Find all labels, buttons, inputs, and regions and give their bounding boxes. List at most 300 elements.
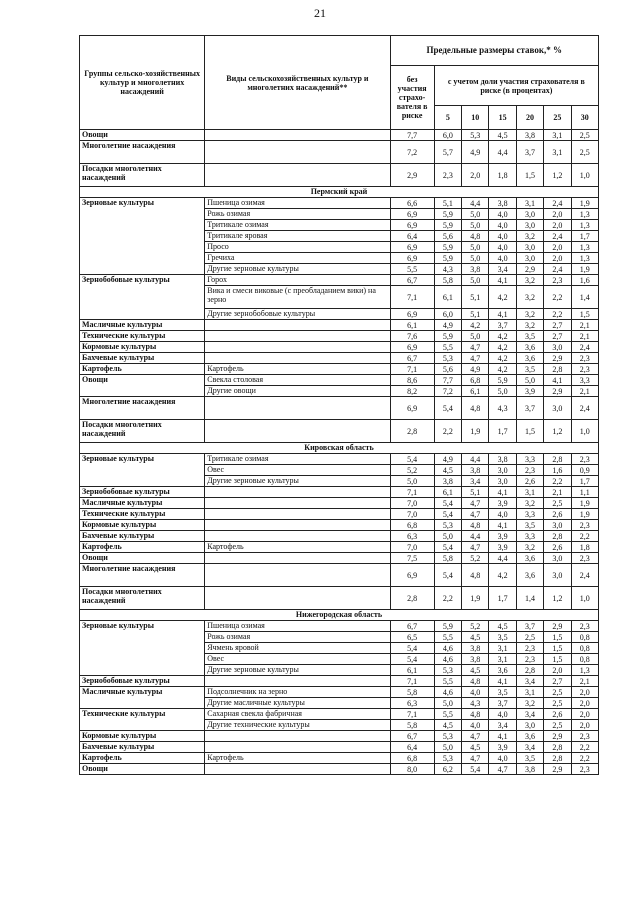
rate-base: 7,0	[390, 498, 434, 509]
crop-group: Картофель	[80, 753, 205, 764]
table-row	[80, 320, 599, 331]
rate-share: 1,5	[544, 654, 571, 665]
rate-share: 1,6	[544, 465, 571, 476]
rate-share: 4,2	[489, 364, 516, 375]
rate-share: 3,2	[516, 286, 543, 309]
rate-share: 4,5	[462, 665, 489, 676]
rate-share: 2,4	[544, 264, 571, 275]
rate-share: 0,8	[571, 632, 599, 643]
table-row	[80, 130, 599, 141]
rate-share: 4,1	[544, 375, 571, 386]
rate-share: 2,5	[571, 130, 599, 141]
rate-share: 4,6	[434, 654, 461, 665]
rate-share: 2,0	[571, 687, 599, 698]
rate-base: 8,6	[390, 375, 434, 386]
rate-share: 2,2	[434, 420, 461, 443]
rate-share: 1,0	[571, 164, 599, 187]
rate-share: 4,3	[489, 397, 516, 420]
rate-share: 3,3	[516, 509, 543, 520]
rate-share: 2,8	[516, 665, 543, 676]
crop-kind	[205, 498, 390, 509]
rate-base: 6,4	[390, 231, 434, 242]
rate-share: 5,1	[462, 487, 489, 498]
crop-kind: Просо	[205, 242, 390, 253]
header-share-5: 5	[434, 106, 461, 130]
rate-share: 0,8	[571, 654, 599, 665]
rate-share: 4,5	[489, 621, 516, 632]
table-row	[80, 753, 599, 764]
rate-share: 4,7	[462, 498, 489, 509]
rate-base: 5,8	[390, 687, 434, 698]
rate-share: 2,6	[544, 509, 571, 520]
region-name: Пермский край	[80, 187, 599, 198]
rate-share: 4,1	[489, 676, 516, 687]
table-row	[80, 275, 599, 286]
rate-share: 3,0	[516, 209, 543, 220]
rate-share: 5,6	[434, 231, 461, 242]
rate-share: 2,4	[544, 198, 571, 209]
rate-share: 1,7	[571, 476, 599, 487]
rate-base: 6,9	[390, 220, 434, 231]
rate-share: 5,1	[462, 286, 489, 309]
table-row	[80, 198, 599, 209]
rate-share: 3,0	[544, 564, 571, 587]
table-row	[80, 141, 599, 164]
rate-share: 5,3	[434, 520, 461, 531]
header-share-20: 20	[516, 106, 543, 130]
rate-share: 3,2	[516, 231, 543, 242]
rate-share: 3,0	[544, 553, 571, 564]
rate-base: 6,1	[390, 320, 434, 331]
header-crop-groups: Группы сельско-хозяйственных культур и многолетних насаждений	[80, 36, 205, 130]
rate-share: 4,5	[434, 720, 461, 731]
rate-share: 3,2	[516, 309, 543, 320]
rate-share: 1,4	[516, 587, 543, 610]
crop-kind: Картофель	[205, 753, 390, 764]
rate-share: 2,9	[544, 731, 571, 742]
crop-kind: Другие масличные культуры	[205, 698, 390, 709]
rate-share: 3,7	[516, 141, 543, 164]
rate-base: 7,1	[390, 487, 434, 498]
crop-kind	[205, 164, 390, 187]
header-crop-kinds: Виды сельскохозяйственных культур и многолетних насаждений**	[205, 36, 390, 130]
crop-group: Технические культуры	[80, 709, 205, 731]
rate-share: 2,0	[544, 665, 571, 676]
rate-share: 1,8	[489, 164, 516, 187]
rate-share: 5,2	[462, 553, 489, 564]
crop-kind: Тритикале озимая	[205, 220, 390, 231]
rate-base: 5,4	[390, 454, 434, 465]
rate-share: 2,1	[571, 676, 599, 687]
table-row	[80, 353, 599, 364]
crop-kind: Овес	[205, 654, 390, 665]
rate-table-body	[80, 130, 599, 775]
table-row	[80, 420, 599, 443]
rate-share: 5,1	[462, 309, 489, 320]
rate-share: 2,8	[544, 364, 571, 375]
crop-kind: Вика и смеси виковые (с преобладанием вики) на зерно	[205, 286, 390, 309]
rate-share: 3,9	[489, 542, 516, 553]
table-row	[80, 676, 599, 687]
crop-group: Посадки многолетних насаждений	[80, 587, 205, 610]
rate-share: 3,6	[516, 553, 543, 564]
crop-group: Зерновые культуры	[80, 454, 205, 487]
rate-share: 1,3	[571, 665, 599, 676]
rate-share: 3,7	[489, 320, 516, 331]
crop-group: Зерновые культуры	[80, 198, 205, 275]
rate-share: 2,5	[571, 141, 599, 164]
rate-share: 5,3	[462, 130, 489, 141]
rate-share: 4,1	[489, 309, 516, 320]
rate-share: 2,6	[516, 476, 543, 487]
rate-share: 5,9	[434, 331, 461, 342]
crop-kind	[205, 553, 390, 564]
rate-share: 5,7	[434, 141, 461, 164]
rate-share: 3,0	[489, 476, 516, 487]
rate-share: 3,2	[516, 542, 543, 553]
rate-share: 2,7	[544, 331, 571, 342]
header-share-25: 25	[544, 106, 571, 130]
rate-share: 3,6	[489, 665, 516, 676]
rate-base: 2,9	[390, 164, 434, 187]
crop-group: Бахчевые культуры	[80, 531, 205, 542]
rate-share: 2,9	[544, 764, 571, 775]
rate-share: 4,7	[489, 764, 516, 775]
rate-base: 6,9	[390, 309, 434, 320]
crop-group: Зернобобовые культуры	[80, 676, 205, 687]
rate-base: 6,8	[390, 520, 434, 531]
rate-share: 3,1	[489, 654, 516, 665]
crop-kind: Пшеница озимая	[205, 198, 390, 209]
rate-share: 4,0	[489, 209, 516, 220]
rate-share: 3,7	[516, 397, 543, 420]
rate-share: 2,3	[571, 621, 599, 632]
table-row	[80, 164, 599, 187]
header-no-participation: без участия страхо-вателя в риске	[390, 66, 434, 130]
rate-share: 2,9	[544, 386, 571, 397]
rate-base: 8,0	[390, 764, 434, 775]
crop-kind	[205, 141, 390, 164]
crop-kind: Картофель	[205, 364, 390, 375]
rate-share: 5,9	[434, 253, 461, 264]
rate-share: 5,4	[434, 542, 461, 553]
rate-share: 2,0	[544, 209, 571, 220]
rate-share: 2,3	[516, 643, 543, 654]
rate-share: 3,6	[516, 731, 543, 742]
rate-share: 2,3	[571, 364, 599, 375]
rate-base: 7,1	[390, 286, 434, 309]
region-row	[80, 187, 599, 198]
rate-base: 2,8	[390, 420, 434, 443]
rate-share: 5,4	[434, 509, 461, 520]
rate-share: 4,0	[462, 720, 489, 731]
rate-share: 5,5	[434, 342, 461, 353]
rate-base: 7,1	[390, 709, 434, 720]
header-max-rates: Предельные размеры ставок,* %	[390, 36, 599, 66]
rate-share: 4,4	[462, 198, 489, 209]
rate-share: 3,2	[516, 498, 543, 509]
table-row	[80, 375, 599, 386]
rate-share: 1,2	[544, 164, 571, 187]
crop-kind: Другие зерновые культуры	[205, 264, 390, 275]
rate-share: 5,9	[434, 621, 461, 632]
rate-share: 5,9	[434, 242, 461, 253]
crop-kind	[205, 130, 390, 141]
rate-share: 5,6	[434, 364, 461, 375]
rate-share: 2,0	[544, 220, 571, 231]
rate-share: 1,9	[571, 264, 599, 275]
rate-share: 3,4	[489, 720, 516, 731]
table-row	[80, 621, 599, 632]
rate-share: 3,3	[516, 531, 543, 542]
rate-share: 2,0	[571, 720, 599, 731]
rate-share: 3,4	[516, 676, 543, 687]
crop-kind	[205, 420, 390, 443]
rate-share: 2,6	[544, 542, 571, 553]
rate-base: 7,7	[390, 130, 434, 141]
rate-share: 3,4	[516, 742, 543, 753]
rate-share: 3,6	[516, 564, 543, 587]
table-row	[80, 542, 599, 553]
rate-share: 1,6	[571, 275, 599, 286]
rate-base: 7,1	[390, 676, 434, 687]
rate-share: 3,8	[462, 264, 489, 275]
region-row	[80, 443, 599, 454]
crop-kind: Подсолнечник на зерно	[205, 687, 390, 698]
rate-share: 5,0	[462, 275, 489, 286]
header-with-participation: с учетом доли участия страхователя в риске (в процентах)	[434, 66, 598, 106]
crop-group: Многолетние насаждения	[80, 141, 205, 164]
rate-base: 5,4	[390, 643, 434, 654]
rate-share: 3,0	[516, 242, 543, 253]
crop-kind: Рожь озимая	[205, 632, 390, 643]
rate-share: 2,0	[462, 164, 489, 187]
rate-share: 2,2	[571, 531, 599, 542]
table-row	[80, 731, 599, 742]
rate-share: 3,5	[516, 364, 543, 375]
rate-share: 3,1	[516, 487, 543, 498]
rate-share: 2,3	[571, 353, 599, 364]
rate-share: 1,9	[571, 498, 599, 509]
rate-share: 5,0	[516, 375, 543, 386]
crop-group: Бахчевые культуры	[80, 353, 205, 364]
rate-share: 4,0	[489, 242, 516, 253]
rate-share: 3,0	[489, 465, 516, 476]
crop-kind: Сахарная свекла фабричная	[205, 709, 390, 720]
crop-group: Технические культуры	[80, 509, 205, 520]
crop-kind: Ячмень яровой	[205, 643, 390, 654]
table-row	[80, 509, 599, 520]
crop-kind: Тритикале озимая	[205, 454, 390, 465]
rate-share: 2,9	[544, 621, 571, 632]
rate-share: 0,8	[571, 643, 599, 654]
rate-base: 7,6	[390, 331, 434, 342]
rate-share: 3,2	[516, 320, 543, 331]
rate-share: 1,5	[544, 632, 571, 643]
rate-share: 2,0	[544, 242, 571, 253]
rate-share: 3,1	[516, 198, 543, 209]
rate-share: 2,4	[544, 231, 571, 242]
rate-share: 1,4	[571, 286, 599, 309]
rate-share: 1,2	[544, 420, 571, 443]
crop-kind	[205, 587, 390, 610]
rate-share: 2,2	[571, 753, 599, 764]
rate-share: 3,8	[489, 454, 516, 465]
rate-share: 3,1	[516, 687, 543, 698]
table-row	[80, 564, 599, 587]
rate-share: 4,0	[489, 231, 516, 242]
rate-share: 1,2	[544, 587, 571, 610]
rate-share: 5,0	[462, 220, 489, 231]
rate-share: 6,1	[434, 286, 461, 309]
rate-share: 5,8	[434, 275, 461, 286]
rate-share: 3,5	[489, 632, 516, 643]
rate-base: 6,8	[390, 753, 434, 764]
rate-share: 2,1	[571, 331, 599, 342]
rate-share: 2,7	[544, 320, 571, 331]
rate-share: 5,0	[462, 253, 489, 264]
rate-base: 5,5	[390, 264, 434, 275]
rate-base: 7,2	[390, 141, 434, 164]
crop-kind	[205, 564, 390, 587]
crop-group: Бахчевые культуры	[80, 742, 205, 753]
rate-share: 2,8	[544, 531, 571, 542]
rate-share: 1,3	[571, 242, 599, 253]
rate-share: 5,9	[434, 209, 461, 220]
page-number: 21	[314, 6, 326, 20]
rate-base: 7,5	[390, 553, 434, 564]
table-row	[80, 331, 599, 342]
rate-share: 5,0	[434, 742, 461, 753]
rate-share: 3,0	[544, 520, 571, 531]
rate-share: 5,0	[489, 386, 516, 397]
rate-share: 1,5	[571, 309, 599, 320]
rate-share: 3,8	[516, 764, 543, 775]
rate-share: 1,7	[571, 231, 599, 242]
table-row	[80, 687, 599, 698]
rate-base: 2,8	[390, 587, 434, 610]
crop-kind: Пшеница озимая	[205, 621, 390, 632]
rate-share: 2,1	[571, 386, 599, 397]
rate-base: 8,2	[390, 386, 434, 397]
rate-share: 2,6	[544, 709, 571, 720]
crop-kind	[205, 342, 390, 353]
region-row	[80, 610, 599, 621]
rate-share: 6,2	[434, 764, 461, 775]
crop-kind: Рожь озимая	[205, 209, 390, 220]
rate-share: 3,5	[489, 687, 516, 698]
rate-base: 6,1	[390, 665, 434, 676]
rate-share: 2,3	[544, 275, 571, 286]
rate-share: 4,3	[462, 698, 489, 709]
rate-share: 4,1	[489, 731, 516, 742]
rate-share: 1,5	[516, 164, 543, 187]
crop-kind: Другие овощи	[205, 386, 390, 397]
rate-share: 6,1	[462, 386, 489, 397]
rate-base: 7,1	[390, 364, 434, 375]
crop-kind: Тритикале яровая	[205, 231, 390, 242]
rate-share: 2,0	[544, 253, 571, 264]
table-row	[80, 742, 599, 753]
rate-share: 3,4	[489, 264, 516, 275]
rate-share: 3,4	[516, 709, 543, 720]
rate-share: 4,1	[489, 487, 516, 498]
rate-share: 2,2	[544, 309, 571, 320]
rate-share: 4,7	[462, 509, 489, 520]
rate-share: 4,1	[489, 275, 516, 286]
rate-share: 3,7	[489, 698, 516, 709]
crop-group: Кормовые культуры	[80, 342, 205, 353]
rate-share: 3,1	[544, 141, 571, 164]
rate-share: 2,3	[571, 520, 599, 531]
rate-share: 2,8	[544, 742, 571, 753]
rate-share: 1,9	[571, 198, 599, 209]
crop-group: Кормовые культуры	[80, 731, 205, 742]
rate-base: 5,0	[390, 476, 434, 487]
rate-share: 3,9	[516, 386, 543, 397]
crop-kind: Картофель	[205, 542, 390, 553]
rate-share: 5,3	[434, 753, 461, 764]
rate-share: 2,2	[434, 587, 461, 610]
rate-share: 4,4	[489, 141, 516, 164]
rate-share: 3,8	[462, 465, 489, 476]
rate-share: 3,7	[516, 621, 543, 632]
rate-share: 1,3	[571, 253, 599, 264]
rate-share: 3,0	[544, 397, 571, 420]
rate-base: 6,4	[390, 742, 434, 753]
crop-kind	[205, 731, 390, 742]
crop-group: Масличные культуры	[80, 498, 205, 509]
crop-kind: Гречиха	[205, 253, 390, 264]
crop-group: Овощи	[80, 764, 205, 775]
rate-base: 7,0	[390, 542, 434, 553]
rate-share: 5,0	[462, 242, 489, 253]
crop-group: Картофель	[80, 542, 205, 553]
rate-share: 4,7	[462, 731, 489, 742]
crop-kind: Другие технические культуры	[205, 720, 390, 731]
crop-group: Посадки многолетних насаждений	[80, 420, 205, 443]
rate-share: 3,8	[516, 130, 543, 141]
rate-share: 3,3	[571, 375, 599, 386]
table-row	[80, 520, 599, 531]
rate-share: 5,0	[434, 531, 461, 542]
rate-share: 4,7	[462, 342, 489, 353]
rate-share: 3,0	[516, 220, 543, 231]
table-row	[80, 487, 599, 498]
crop-group: Овощи	[80, 130, 205, 141]
rate-share: 3,6	[516, 342, 543, 353]
rate-share: 1,9	[462, 587, 489, 610]
crop-group: Посадки многолетних насаждений	[80, 164, 205, 187]
crop-kind	[205, 764, 390, 775]
rate-share: 2,3	[516, 654, 543, 665]
table-row	[80, 454, 599, 465]
rate-share: 2,8	[544, 753, 571, 764]
rate-share: 7,7	[434, 375, 461, 386]
rate-share: 2,9	[516, 264, 543, 275]
rate-share: 4,8	[462, 231, 489, 242]
rate-share: 2,2	[544, 476, 571, 487]
rate-share: 4,0	[489, 220, 516, 231]
rate-base: 6,7	[390, 621, 434, 632]
rate-share: 1,5	[544, 643, 571, 654]
rate-share: 4,7	[462, 753, 489, 764]
rate-base: 6,9	[390, 209, 434, 220]
rate-share: 1,7	[489, 420, 516, 443]
table-row	[80, 764, 599, 775]
rate-share: 3,0	[544, 342, 571, 353]
rate-share: 1,0	[571, 420, 599, 443]
